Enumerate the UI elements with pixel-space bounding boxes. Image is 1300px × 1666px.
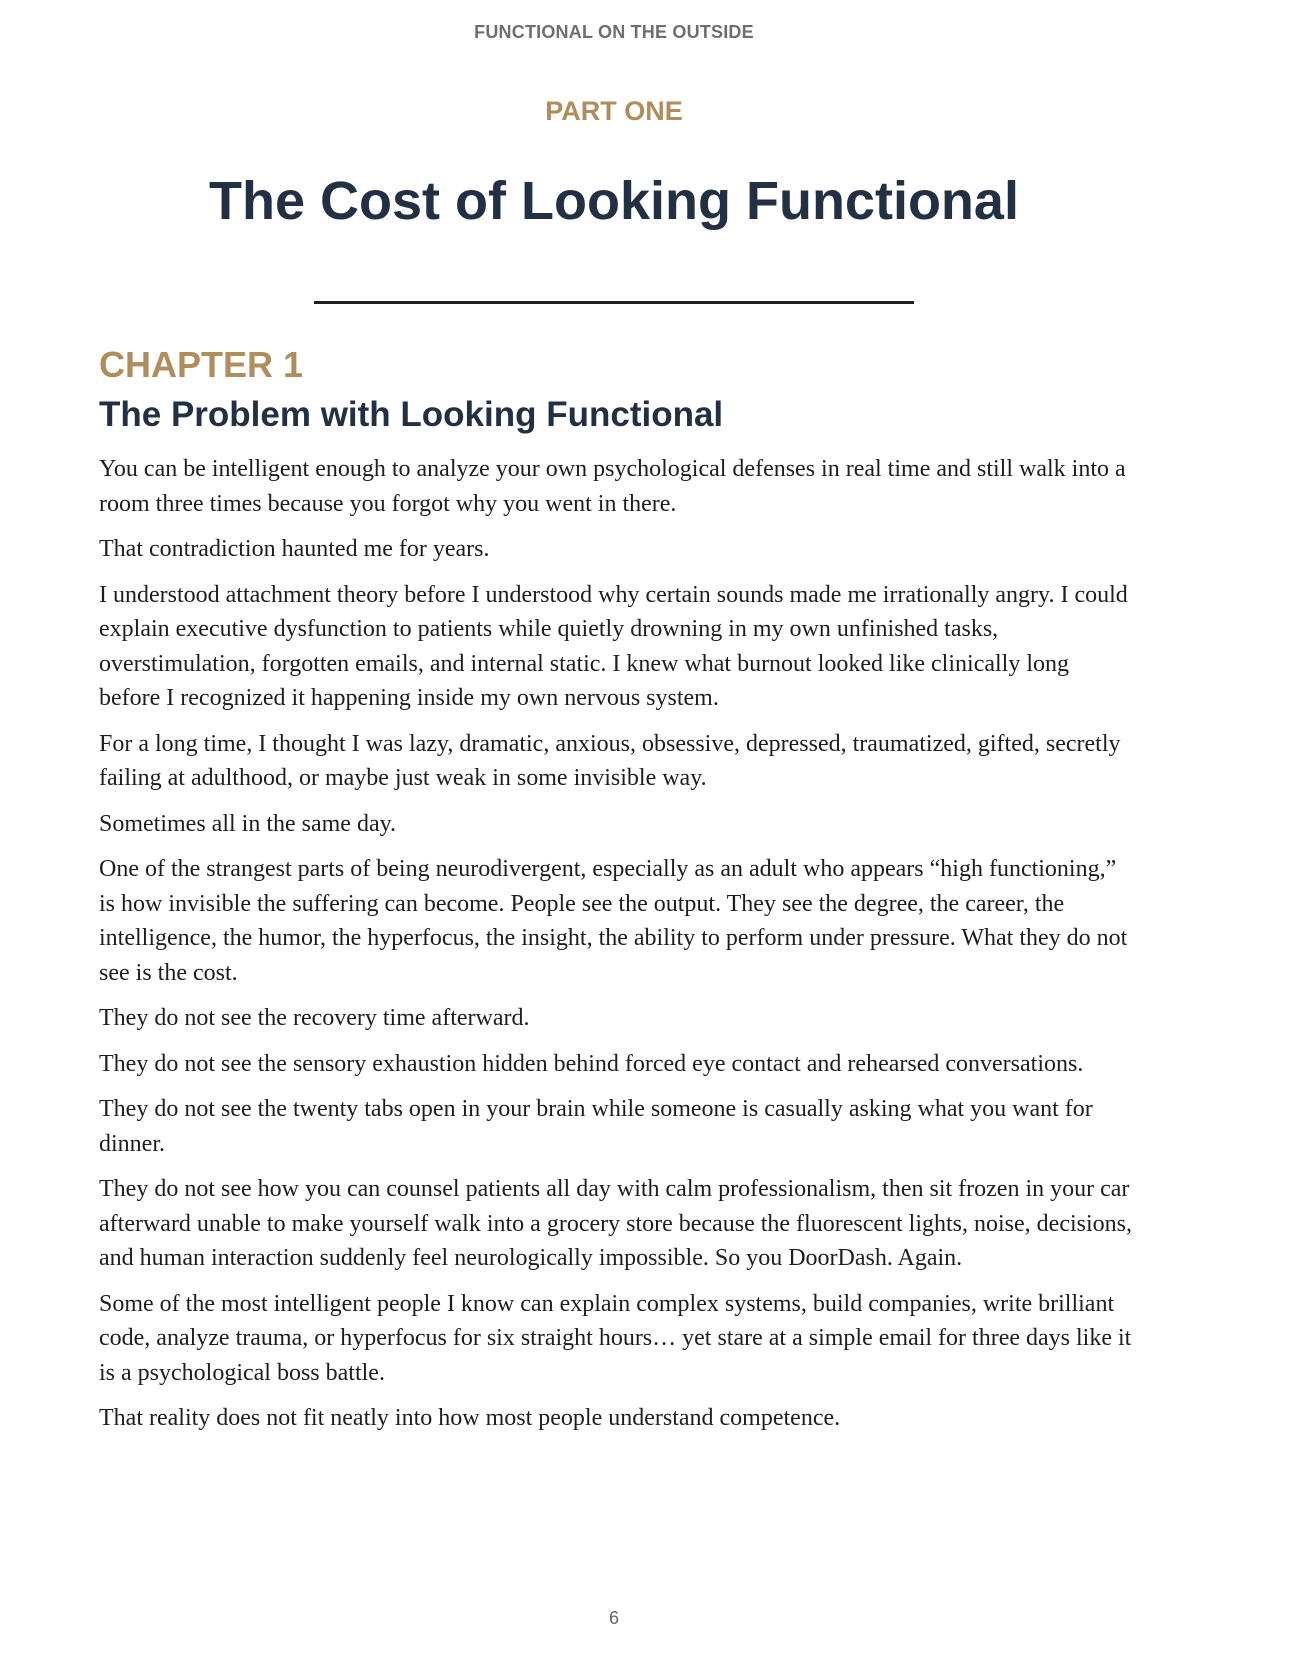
chapter-label: CHAPTER 1 bbox=[99, 344, 304, 385]
body-paragraph: I understood attachment theory before I understood why certain sounds made me irrationally angry. I could explain executive dysfunction to patients while quietly drowning in my own unfinished tasks, overstimulation, forgotten emails, and internal static. I knew what burnout looked like clinically long before I recognized it happening inside my own nervous system. bbox=[99, 581, 1128, 711]
body-paragraph: Sometimes all in the same day. bbox=[99, 810, 397, 837]
part-divider-rule bbox=[314, 301, 914, 304]
part-title: The Cost of Looking Functional bbox=[209, 171, 1019, 231]
body-paragraph: That contradiction haunted me for years. bbox=[99, 536, 490, 562]
body-paragraph: They do not see the recovery time afterward. bbox=[99, 1005, 530, 1031]
body-paragraph: Some of the most intelligent people I know can explain complex systems, build companies, write brilliant code, analyze trauma, or hyperfocus for six straight hours… yet stare at a simple email for three days like it is a psychological boss battle. bbox=[99, 1290, 1132, 1386]
chapter-title: The Problem with Looking Functional bbox=[99, 395, 724, 434]
body-paragraph: One of the strangest parts of being neurodivergent, especially as an adult who appears “high functioning,” is how invisible the suffering can become. People see the output. They see the degree, the career, the intelligence, the humor, the hyperfocus, the insight, the ability to perform under pressure. What they do not see is the cost. bbox=[99, 856, 1128, 986]
part-label: PART ONE bbox=[545, 96, 683, 126]
chapter-body bbox=[99, 452, 1135, 1447]
body-paragraph: That reality does not fit neatly into how most people understand competence. bbox=[99, 1405, 841, 1431]
page-number: 6 bbox=[608, 1608, 619, 1628]
running-header: FUNCTIONAL ON THE OUTSIDE bbox=[474, 22, 754, 42]
body-paragraph: They do not see the sensory exhaustion hidden behind forced eye contact and rehearsed conversations. bbox=[99, 1050, 1084, 1077]
body-paragraph: They do not see how you can counsel patients all day with calm professionalism, then sit frozen in your car afterward unable to make yourself walk into a grocery store because the fluorescent lights, noise, decisions, and human interaction suddenly feel neurologically impossible. So you DoorDash. Again. bbox=[99, 1176, 1132, 1271]
body-paragraph: You can be intelligent enough to analyze your own psychological defenses in real time and still walk into a room three times because you forgot why you went in there. bbox=[99, 456, 1126, 517]
body-paragraph: They do not see the twenty tabs open in your brain while someone is casually asking what you want for dinner. bbox=[99, 1096, 1093, 1157]
body-paragraph: For a long time, I thought I was lazy, dramatic, anxious, obsessive, depressed, traumatized, gifted, secretly failing at adulthood, or maybe just weak in some invisible way. bbox=[99, 730, 1121, 791]
